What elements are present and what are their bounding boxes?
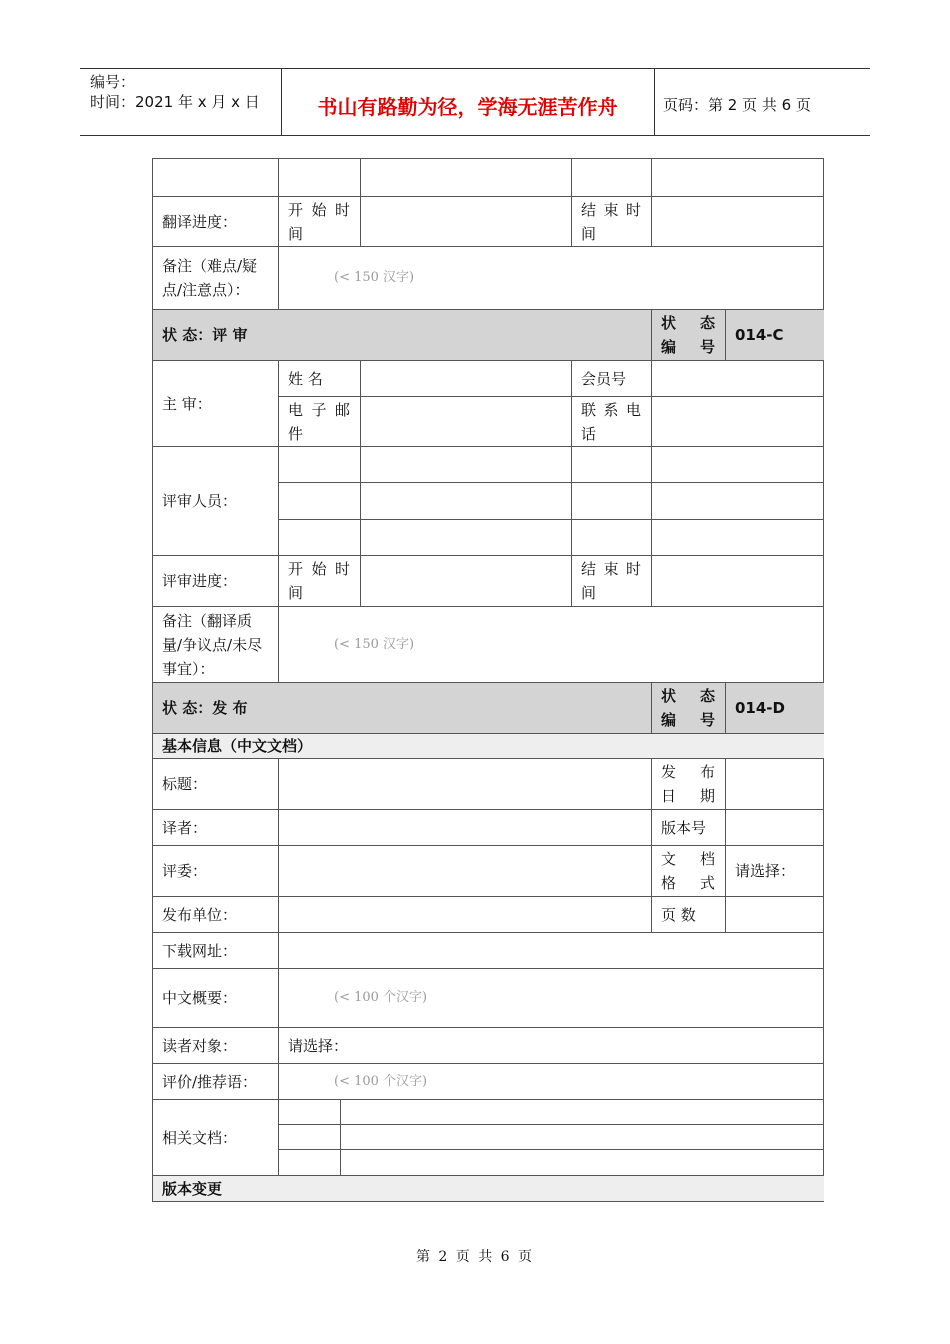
name-label: 姓 名 — [279, 361, 361, 397]
phone-label: 联 系 电话 — [572, 397, 652, 447]
member-no-input[interactable] — [652, 361, 824, 397]
reviewer-cell[interactable] — [652, 483, 824, 520]
title-input[interactable] — [279, 759, 652, 810]
review-start-time-label: 开 始 时间 — [279, 556, 361, 607]
reviewer-cell[interactable] — [361, 483, 572, 520]
reviewer-cell[interactable] — [361, 520, 572, 556]
version-no-label: 版本号 — [652, 810, 726, 846]
doc-format-label: 文 档 格式 — [652, 846, 726, 897]
review-comment-input[interactable]: (< 100 个汉字) — [279, 1064, 824, 1100]
summary-label: 中文概要： — [153, 969, 279, 1028]
pub-date-label: 发 布 日期 — [652, 759, 726, 810]
committee-label: 评委： — [153, 846, 279, 897]
translation-progress-label: 翻译进度： — [153, 197, 279, 247]
review-comment-label: 评价/推荐语： — [153, 1064, 279, 1100]
review-status-code-label: 状 态 编号 — [652, 310, 726, 361]
related-doc-cell[interactable] — [341, 1125, 824, 1150]
reviewer-cell[interactable] — [652, 520, 824, 556]
review-status-label: 状 态：评 审 — [153, 310, 652, 361]
reviewers-label: 评审人员： — [153, 447, 279, 556]
header-center-cell — [281, 69, 655, 135]
empty-cell — [153, 159, 279, 197]
related-doc-cell[interactable] — [279, 1100, 341, 1125]
empty-input-cell[interactable] — [361, 159, 572, 197]
related-doc-cell[interactable] — [279, 1125, 341, 1150]
publisher-label: 发布单位： — [153, 897, 279, 933]
reviewer-cell[interactable] — [361, 447, 572, 483]
header-page-info: 页码：第 2 页 共 6 页 — [663, 96, 811, 114]
translator-input[interactable] — [279, 810, 652, 846]
serial-label: 编号： — [90, 73, 136, 91]
reviewer-cell[interactable] — [279, 483, 361, 520]
download-url-label: 下载网址： — [153, 933, 279, 969]
pages-label: 页 数 — [652, 897, 726, 933]
review-end-time-label: 结 束 时间 — [572, 556, 652, 607]
header-left-cell — [80, 69, 282, 135]
chief-reviewer-label: 主 审： — [153, 361, 279, 447]
version-change-heading: 版本变更 — [153, 1176, 824, 1201]
publish-status-label: 状 态：发 布 — [153, 683, 652, 734]
review-remarks-input[interactable]: (< 150 汉字) — [279, 607, 824, 683]
publish-status-code-label: 状 态 编号 — [652, 683, 726, 734]
page-footer: 第 2 页 共 6 页 — [415, 1249, 535, 1265]
doc-format-select[interactable]: 请选择： — [726, 846, 824, 897]
basic-info-heading: 基本信息（中文文档） — [153, 734, 824, 759]
header-right-cell — [655, 69, 870, 135]
translation-start-time-input[interactable] — [361, 197, 572, 247]
summary-input[interactable]: (< 100 个汉字) — [279, 969, 824, 1028]
review-start-time-input[interactable] — [361, 556, 572, 607]
name-input[interactable] — [361, 361, 572, 397]
reviewer-cell[interactable] — [652, 447, 824, 483]
related-doc-cell[interactable] — [341, 1150, 824, 1176]
date-text: 时间：2021 年 x 月 x 日 — [90, 93, 260, 111]
title-label: 标题： — [153, 759, 279, 810]
page-header — [80, 68, 870, 136]
reviewer-cell[interactable] — [572, 447, 652, 483]
related-doc-cell[interactable] — [341, 1100, 824, 1125]
translation-remarks-label: 备注（难点/疑点/注意点）： — [153, 247, 279, 310]
reviewer-cell[interactable] — [279, 520, 361, 556]
translation-remarks-input[interactable]: (< 150 汉字) — [279, 247, 824, 310]
reviewer-cell[interactable] — [279, 447, 361, 483]
email-input[interactable] — [361, 397, 572, 447]
translator-label: 译者： — [153, 810, 279, 846]
email-label: 电 子 邮件 — [279, 397, 361, 447]
download-url-input[interactable] — [279, 933, 824, 969]
related-doc-cell[interactable] — [279, 1150, 341, 1176]
pages-input[interactable] — [726, 897, 824, 933]
translation-end-time-input[interactable] — [652, 197, 824, 247]
phone-input[interactable] — [652, 397, 824, 447]
review-status-code: 014-C — [726, 310, 824, 361]
audience-label: 读者对象： — [153, 1028, 279, 1064]
review-remarks-label: 备注（翻译质量/争议点/未尽事宜）： — [153, 607, 279, 683]
empty-cell — [279, 159, 361, 197]
audience-select[interactable]: 请选择： — [279, 1028, 824, 1064]
publish-status-code: 014-D — [726, 683, 824, 734]
publisher-input[interactable] — [279, 897, 652, 933]
review-end-time-input[interactable] — [652, 556, 824, 607]
committee-input[interactable] — [279, 846, 652, 897]
translation-start-time-label: 开 始 时间 — [279, 197, 361, 247]
translation-end-time-label: 结 束 时间 — [572, 197, 652, 247]
version-no-input[interactable] — [726, 810, 824, 846]
reviewer-cell[interactable] — [572, 483, 652, 520]
review-progress-label: 评审进度： — [153, 556, 279, 607]
reviewer-cell[interactable] — [572, 520, 652, 556]
empty-input-cell[interactable] — [652, 159, 824, 197]
member-no-label: 会员号 — [572, 361, 652, 397]
pub-date-input[interactable] — [726, 759, 824, 810]
header-motto: 书山有路勤为径，学海无涯苦作舟 — [317, 95, 618, 119]
form-table — [152, 158, 824, 1202]
empty-cell — [572, 159, 652, 197]
related-docs-label: 相关文档： — [153, 1100, 279, 1176]
